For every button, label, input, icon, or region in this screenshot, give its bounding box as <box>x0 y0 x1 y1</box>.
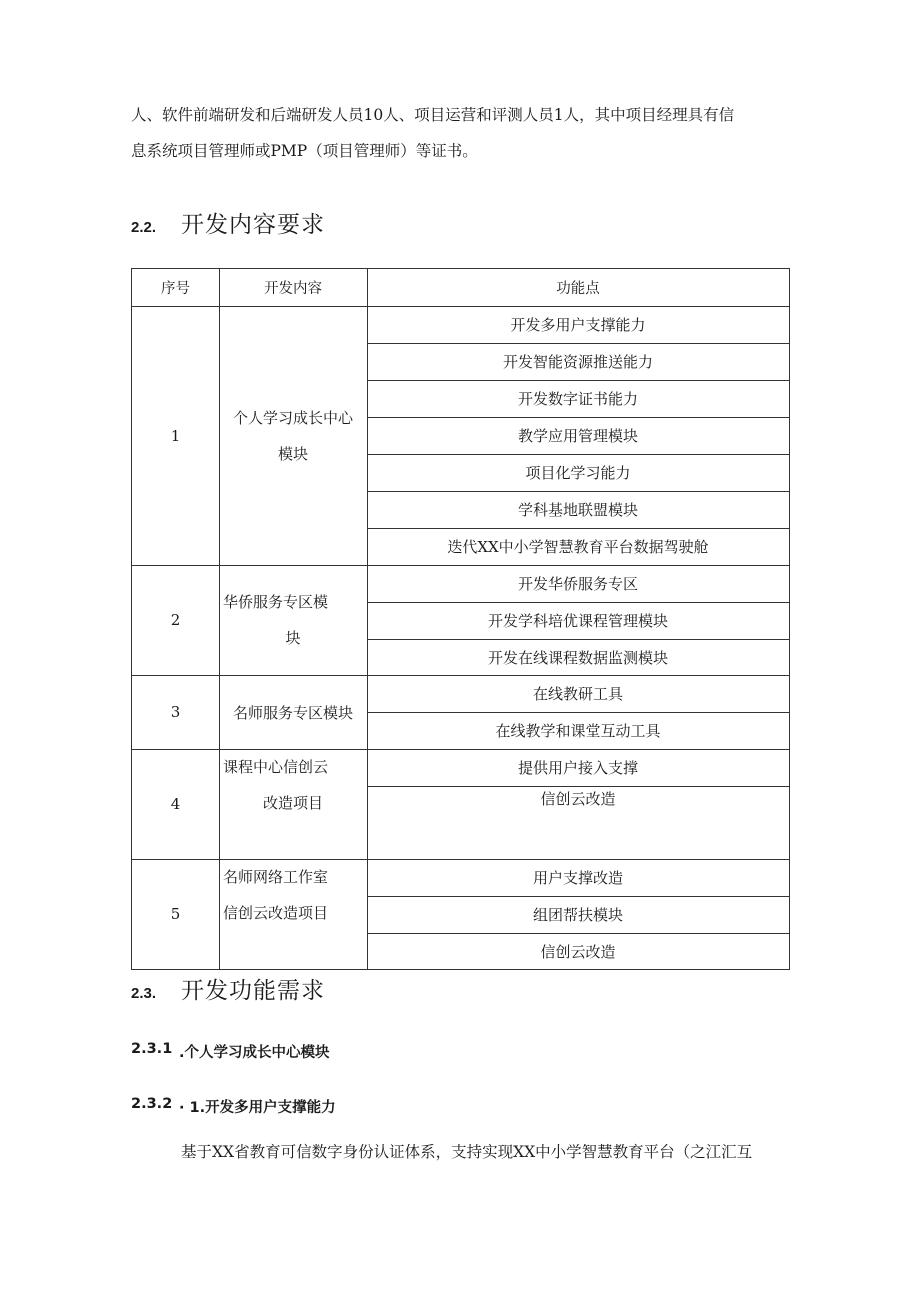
feature-cell: 开发智能资源推送能力 <box>502 353 653 371</box>
row-4-content <box>219 749 367 859</box>
section-heading-2-3-2 <box>131 1096 336 1117</box>
feature-cell: 在线教学和课堂互动工具 <box>495 722 661 740</box>
feature-cell: 提供用户接入支撑 <box>517 759 638 777</box>
feature-cell: 学科基地联盟模块 <box>517 501 638 519</box>
development-content-table <box>131 268 790 970</box>
body-paragraph: 基于XX省教育可信数字身份认证体系，支持实现XX中小学智慧教育平台（之江汇互 <box>181 1143 753 1161</box>
section-number: 2.3.2 <box>131 1096 173 1112</box>
section-heading-2-2 <box>131 206 325 239</box>
row-1-content <box>219 306 367 565</box>
header-seq: 序号 <box>161 281 190 297</box>
feature-cell: 开发华侨服务专区 <box>517 575 638 593</box>
row-2-content-line-2: 块 <box>285 629 301 647</box>
row-2-seq: 2 <box>170 611 181 629</box>
row-5-content <box>219 859 367 969</box>
section-title: 开发内容要求 <box>181 212 325 238</box>
header-features: 功能点 <box>556 281 600 297</box>
feature-cell: 信创云改造 <box>540 790 616 808</box>
feature-cell: 组团帮扶模块 <box>532 906 623 924</box>
section-title: · 1.开发多用户支撑能力 <box>179 1100 336 1116</box>
section-number: 2.3.1 <box>131 1041 173 1057</box>
feature-cell: 开发在线课程数据监测模块 <box>487 648 668 667</box>
row-2-content <box>219 565 367 675</box>
feature-cell: 项目化学习能力 <box>525 464 631 482</box>
row-1-content-line-2: 模块 <box>277 444 308 463</box>
section-heading-2-3 <box>131 972 325 1005</box>
section-title: 开发功能需求 <box>181 978 325 1004</box>
feature-cell: 开发数字证书能力 <box>517 390 638 408</box>
row-2-content-line-1: 华侨服务专区模 <box>223 593 329 611</box>
intro-line-1: 人、软件前端研发和后端研发人员10人、项目运营和评测人员1人，其中项目经理具有信 <box>131 106 735 124</box>
row-5-seq: 5 <box>170 905 181 923</box>
row-3-content: 名师服务专区模块 <box>232 703 353 722</box>
section-number: 2.2. <box>131 219 157 236</box>
feature-cell: 信创云改造 <box>540 942 616 961</box>
row-1-seq: 1 <box>170 426 181 445</box>
header-content: 开发内容 <box>264 281 322 297</box>
feature-cell: 在线教研工具 <box>532 685 623 703</box>
section-title: .个人学习成长中心模块 <box>179 1045 330 1061</box>
row-4-content-line-2: 改造项目 <box>262 794 323 812</box>
feature-cell: 开发学科培优课程管理模块 <box>487 612 668 630</box>
row-5-content-line-1: 名师网络工作室 <box>223 868 329 886</box>
row-3-seq: 3 <box>170 703 181 721</box>
row-5-content-line-2: 信创云改造项目 <box>223 904 329 922</box>
row-4-content-line-1: 课程中心信创云 <box>223 758 329 776</box>
intro-line-2: 息系统项目管理师或PMP（项目管理师）等证书。 <box>131 142 478 160</box>
section-heading-2-3-1 <box>131 1041 330 1062</box>
section-number: 2.3. <box>131 985 157 1002</box>
feature-cell: 开发多用户支撑能力 <box>510 316 646 334</box>
feature-cell: 用户支撑改造 <box>532 869 623 887</box>
row-1-content-line-1: 个人学习成长中心 <box>232 408 353 427</box>
feature-cell: 教学应用管理模块 <box>517 427 638 445</box>
feature-cell: 迭代XX中小学智慧教育平台数据驾驶舱 <box>447 538 709 556</box>
row-4-seq: 4 <box>170 795 181 813</box>
